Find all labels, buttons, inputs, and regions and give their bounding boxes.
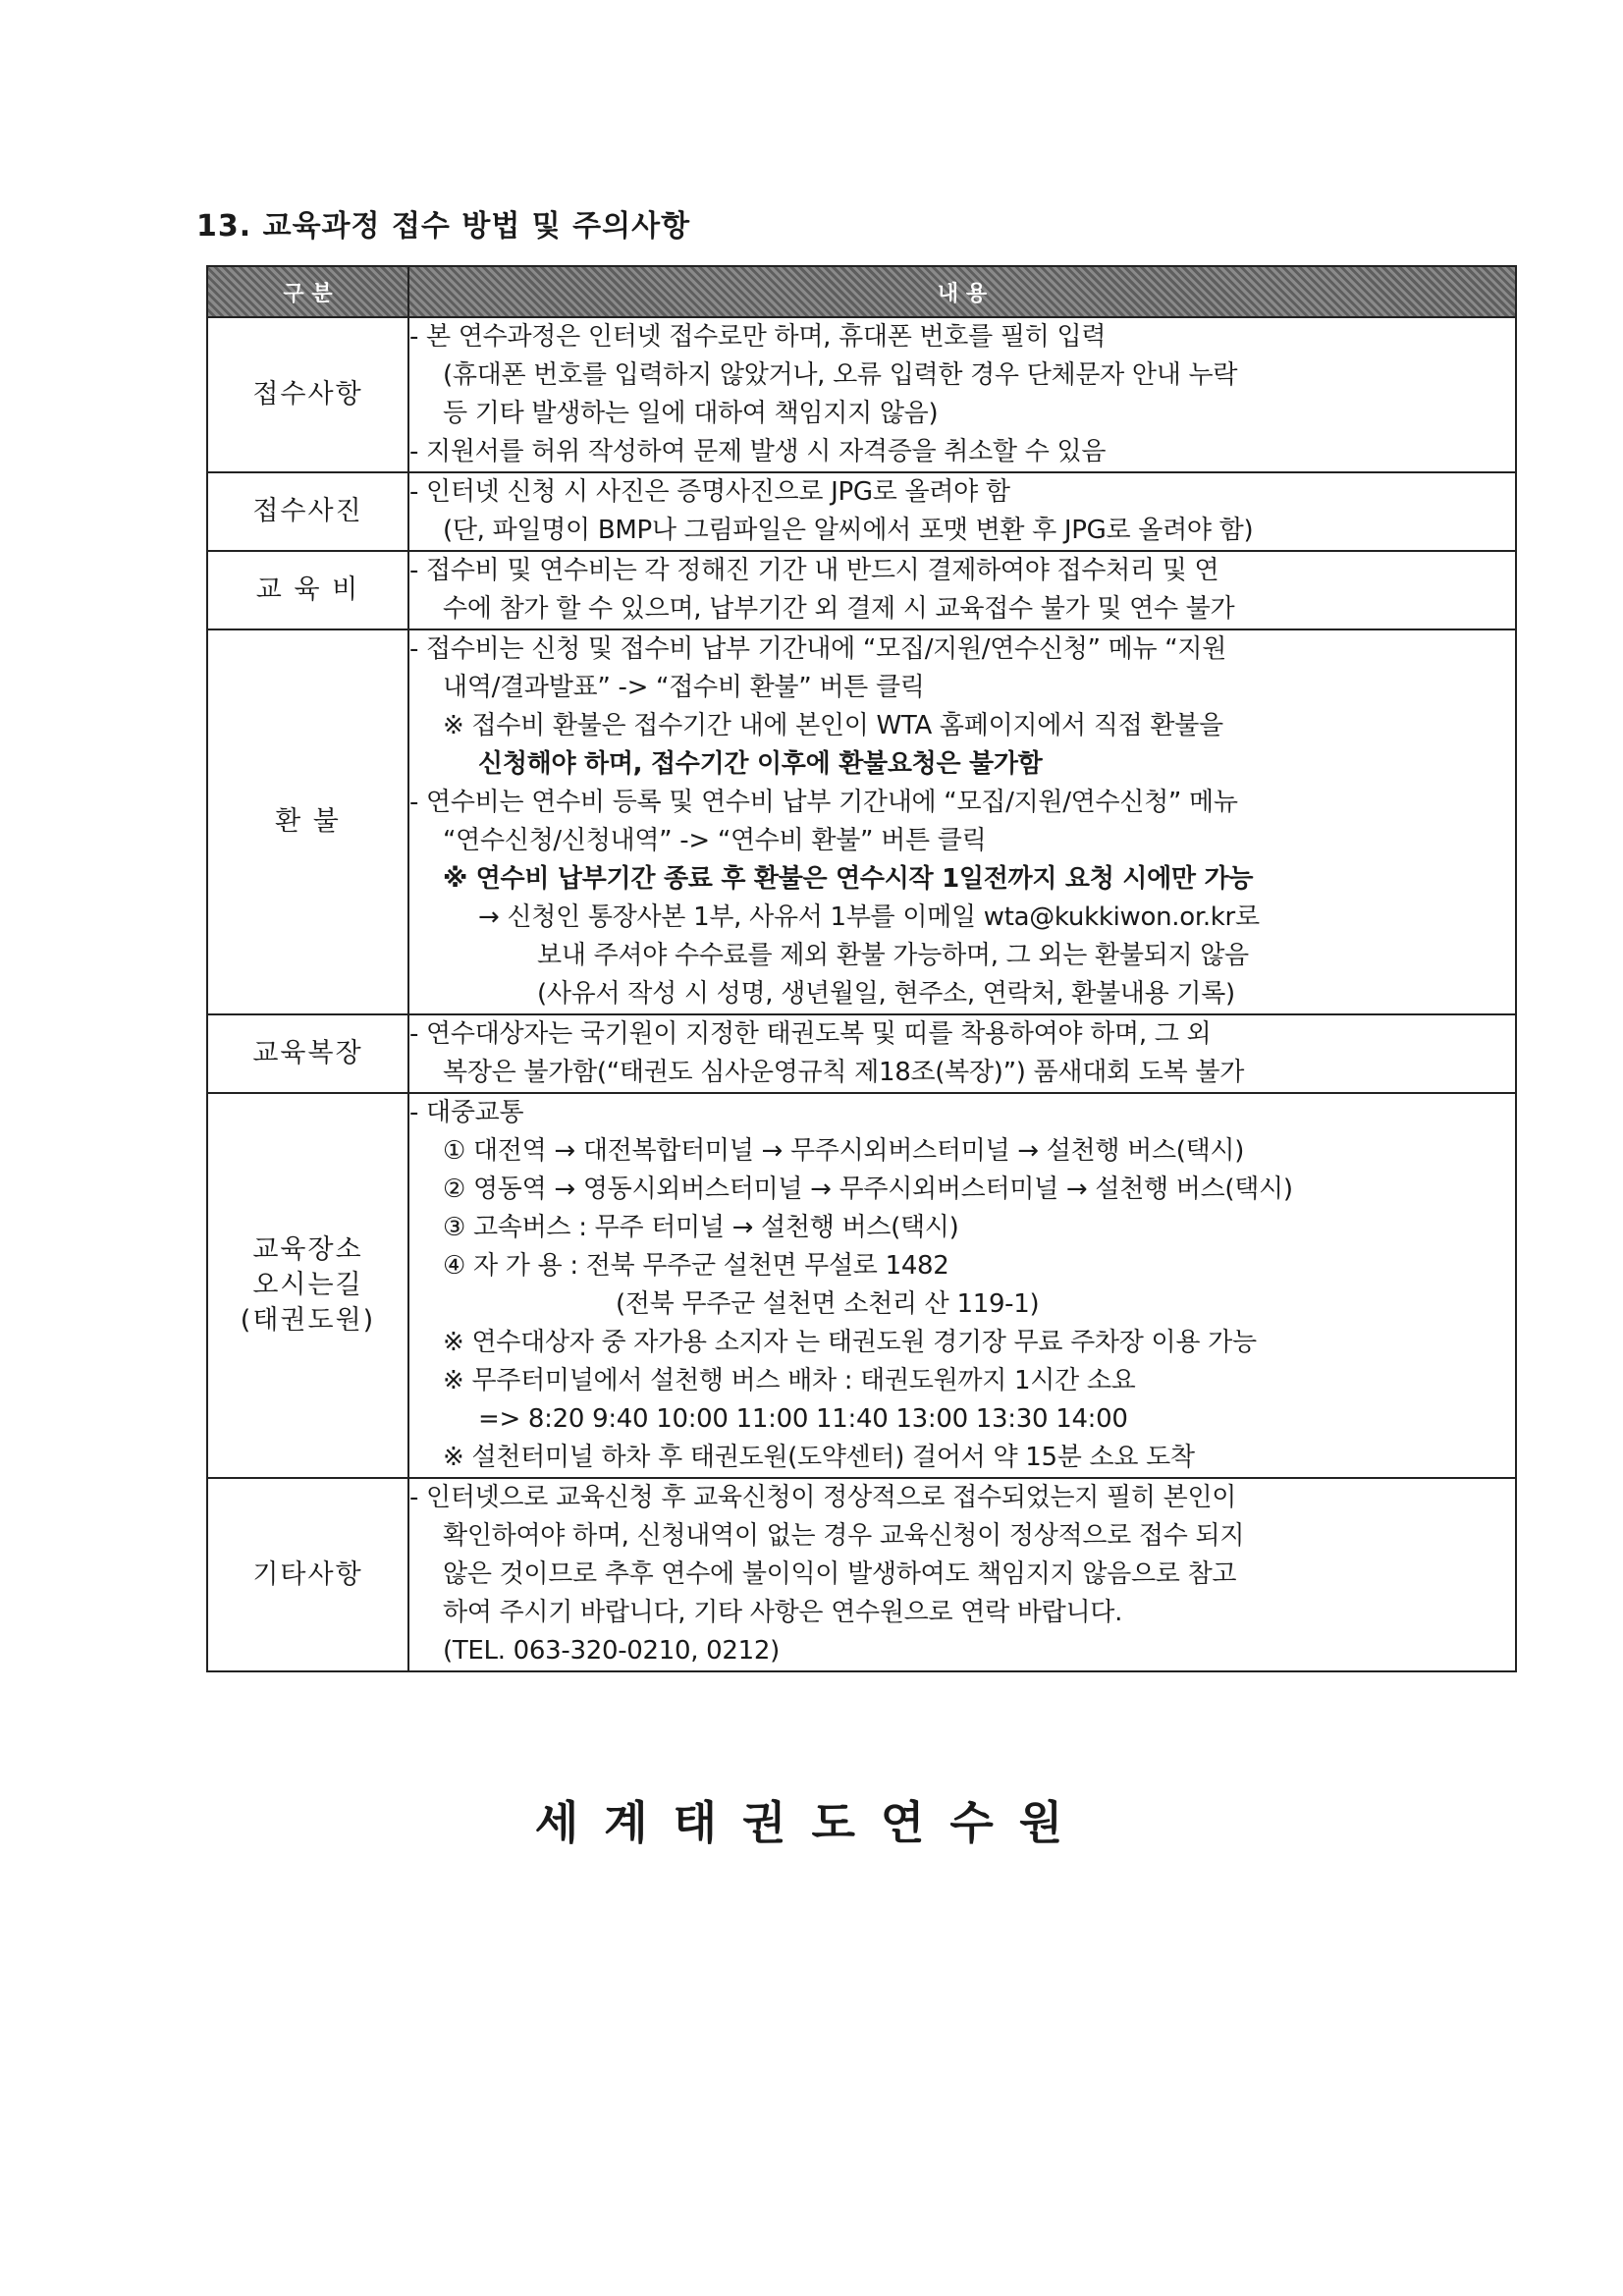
- row-content: [408, 629, 1516, 1014]
- content-line: ① 대전역 → 대전복합터미널 → 무주시외버스터미널 → 설천행 버스(택시): [443, 1136, 1245, 1166]
- content-line: ※ 연수대상자 중 자가용 소지자 는 태권도원 경기장 무료 주차장 이용 가능: [443, 1328, 1257, 1357]
- table-row-directions: [207, 1093, 1516, 1478]
- content-line: 등 기타 발생하는 일에 대하여 책임지지 않음): [443, 399, 939, 428]
- row-content: [408, 1014, 1516, 1093]
- content-line: (사유서 작성 시 성명, 생년월일, 현주소, 연락처, 환불내용 기록): [537, 979, 1235, 1009]
- content-line: - 인터넷 신청 시 사진은 증명사진으로 JPG로 올려야 함: [409, 477, 1010, 507]
- content-line: 확인하여야 하며, 신청내역이 없는 경우 교육신청이 정상적으로 접수 되지: [443, 1521, 1245, 1551]
- row-category: 교 육 비: [207, 551, 408, 629]
- content-line: - 지원서를 허위 작성하여 문제 발생 시 자격증을 취소할 수 있음: [409, 437, 1107, 466]
- content-line: → 신청인 통장사본 1부, 사유서 1부를 이메일 wta@kukkiwon.or.kr로: [478, 902, 1260, 932]
- content-line: 보내 주셔야 수수료를 제외 환불 가능하며, 그 외는 환불되지 않음: [537, 941, 1249, 970]
- content-line: 하여 주시기 바랍니다, 기타 사항은 연수원으로 연락 바랍니다.: [443, 1598, 1123, 1627]
- content-line: - 본 연수과정은 인터넷 접수로만 하며, 휴대폰 번호를 필히 입력: [409, 322, 1107, 352]
- category-line: 교육장소: [252, 1234, 363, 1265]
- row-content: [408, 1478, 1516, 1671]
- row-content: [408, 472, 1516, 551]
- section-title: 13. 교육과정 접수 방법 및 주의사항: [196, 209, 691, 244]
- content-line: - 인터넷으로 교육신청 후 교육신청이 정상적으로 접수되었는지 필히 본인이: [409, 1483, 1237, 1512]
- header-category: 구 분: [207, 266, 408, 317]
- content-line: - 연수비는 연수비 등록 및 연수비 납부 기간내에 “모집/지원/연수신청” 메뉴: [409, 788, 1238, 817]
- content-line: (단, 파일명이 BMP나 그림파일은 알씨에서 포맷 변환 후 JPG로 올려야 함): [443, 516, 1254, 545]
- content-line: ※ 무주터미널에서 설천행 버스 배차 : 태권도원까지 1시간 소요: [443, 1366, 1136, 1395]
- content-line: 수에 참가 할 수 있으며, 납부기간 외 결제 시 교육접수 불가 및 연수 불가: [443, 594, 1235, 624]
- content-line: ② 영동역 → 영동시외버스터미널 → 무주시외버스터미널 → 설천행 버스(택시): [443, 1175, 1293, 1204]
- content-line: ※ 접수비 환불은 접수기간 내에 본인이 WTA 홈페이지에서 직접 환불을: [443, 711, 1223, 740]
- content-line: 복장은 불가함(“태권도 심사운영규칙 제18조(복장)”) 품새대회 도복 불가: [443, 1058, 1245, 1087]
- row-category: 접수사항: [207, 317, 408, 472]
- header-content: 내 용: [408, 266, 1516, 317]
- table-row-photo: [207, 472, 1516, 551]
- content-line: 신청해야 하며, 접수기간 이후에 환불요청은 불가함: [478, 749, 1043, 779]
- row-category: 기타사항: [207, 1478, 408, 1671]
- row-category: [207, 1093, 408, 1478]
- guidelines-table: [206, 265, 1517, 1672]
- content-line: ※ 연수비 납부기간 종료 후 환불은 연수시작 1일전까지 요청 시에만 가능: [443, 864, 1254, 894]
- content-line: => 8:20 9:40 10:00 11:00 11:40 13:00 13:30 14:00: [478, 1404, 1128, 1434]
- content-line: 내역/결과발표” -> “접수비 환불” 버튼 클릭: [443, 673, 925, 702]
- row-content: [408, 1093, 1516, 1478]
- content-line: “연수신청/신청내역” -> “연수비 환불” 버튼 클릭: [443, 826, 987, 855]
- content-line: (전북 무주군 설천면 소천리 산 119-1): [616, 1289, 1040, 1319]
- organization-name: 세계태권도연수원: [534, 1796, 1089, 1849]
- content-line: 않은 것이므로 추후 연수에 불이익이 발생하여도 책임지지 않음으로 참고: [443, 1559, 1237, 1589]
- row-category: 환 불: [207, 629, 408, 1014]
- category-line: 오시는길: [252, 1270, 363, 1300]
- content-line: - 접수비 및 연수비는 각 정해진 기간 내 반드시 결제하여야 접수처리 및 연: [409, 556, 1219, 585]
- row-content: [408, 317, 1516, 472]
- table-row-etc: [207, 1478, 1516, 1671]
- row-content: [408, 551, 1516, 629]
- content-line: ※ 설천터미널 하차 후 태권도원(도약센터) 걸어서 약 15분 소요 도착: [443, 1443, 1195, 1472]
- table-row-fee: [207, 551, 1516, 629]
- content-line: - 접수비는 신청 및 접수비 납부 기간내에 “모집/지원/연수신청” 메뉴 “지원: [409, 634, 1227, 664]
- content-line: - 연수대상자는 국기원이 지정한 태권도복 및 띠를 착용하여야 하며, 그 외: [409, 1019, 1212, 1049]
- row-category: 접수사진: [207, 472, 408, 551]
- content-line: ④ 자 가 용 : 전북 무주군 설천면 무설로 1482: [443, 1251, 949, 1281]
- content-line: ③ 고속버스 : 무주 터미널 → 설천행 버스(택시): [443, 1213, 959, 1242]
- content-line: (TEL. 063-320-0210, 0212): [443, 1636, 780, 1666]
- category-line: (태권도원): [240, 1305, 376, 1336]
- row-category: 교육복장: [207, 1014, 408, 1093]
- table-row-uniform: [207, 1014, 1516, 1093]
- table-row-reception: [207, 317, 1516, 472]
- table-header-row: [207, 266, 1516, 317]
- table-row-refund: [207, 629, 1516, 1014]
- content-line: - 대중교통: [409, 1098, 524, 1127]
- content-line: (휴대폰 번호를 입력하지 않았거나, 오류 입력한 경우 단체문자 안내 누락: [443, 360, 1238, 390]
